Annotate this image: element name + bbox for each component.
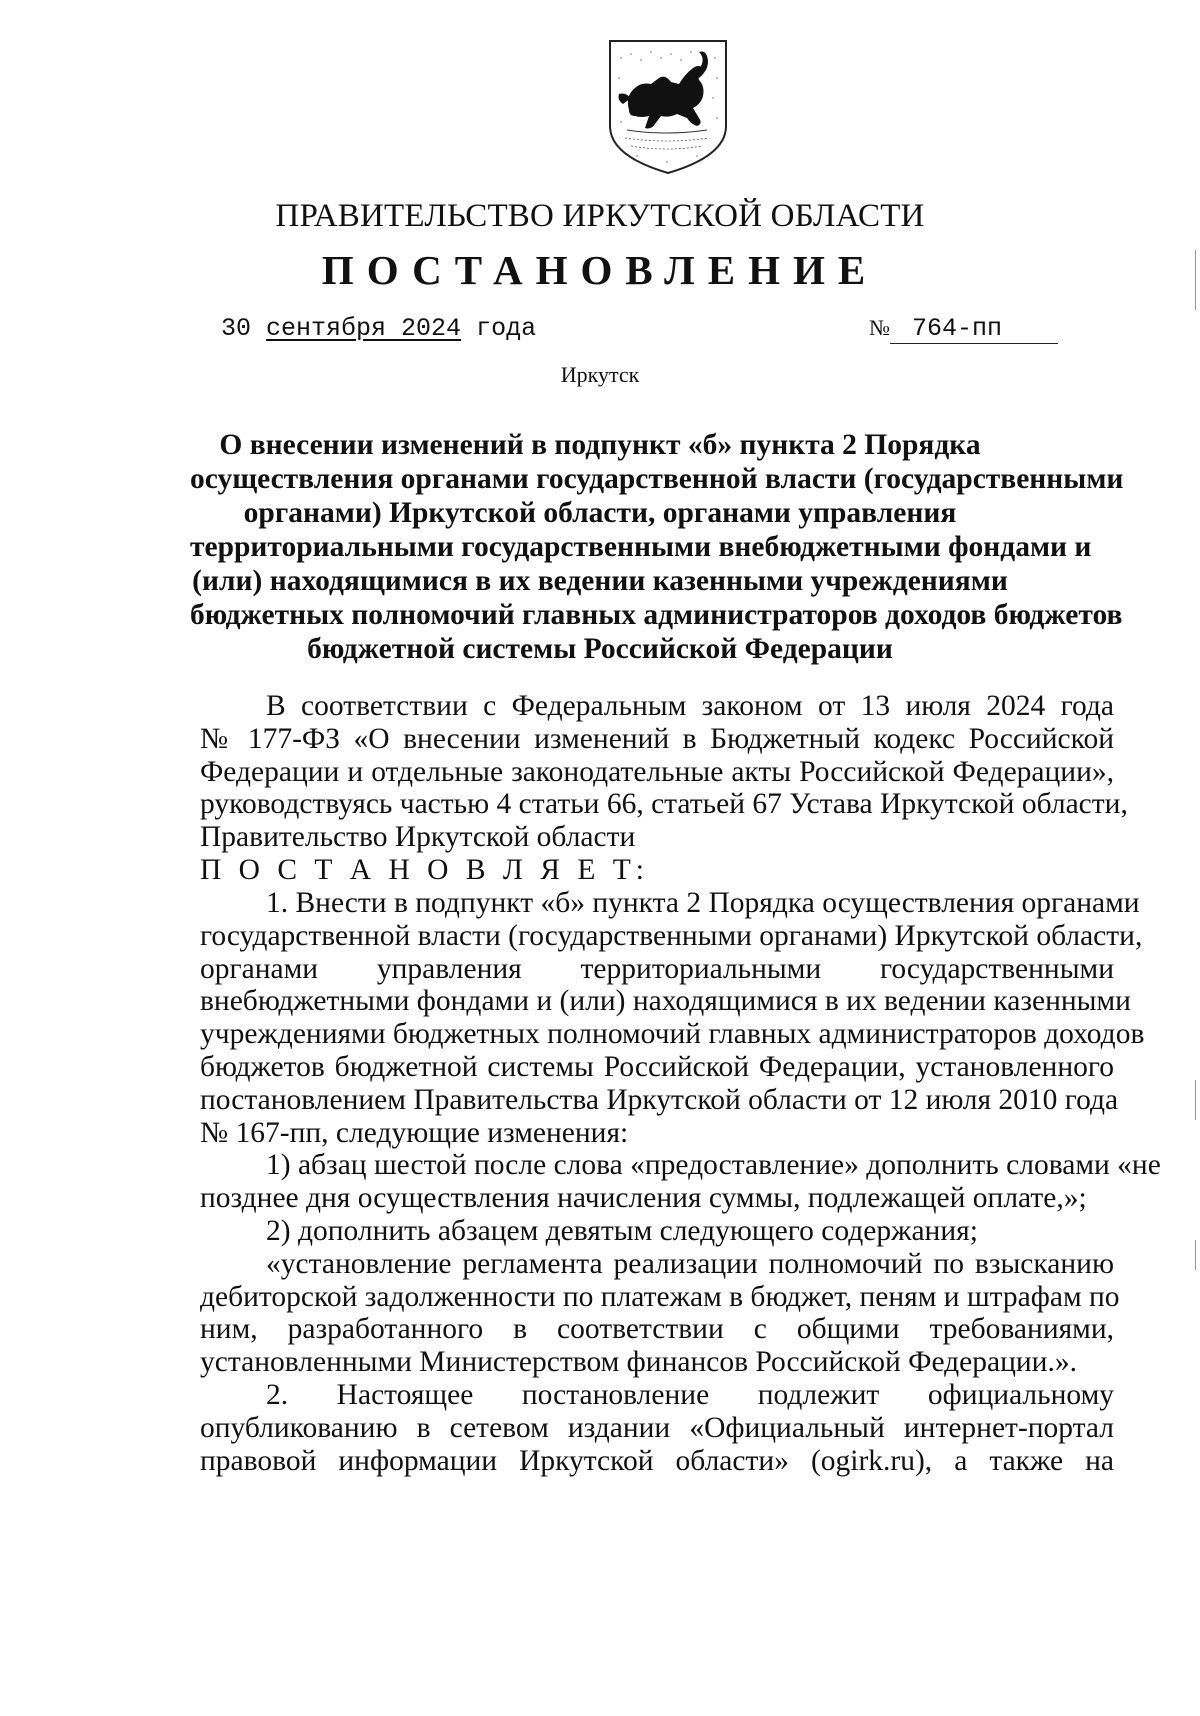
text-line: учреждениями бюджетных полномочий главных администраторов доходов xyxy=(200,1018,1145,1051)
text-line: № 177-ФЗ «О внесении изменений в Бюджетный кодекс Российской xyxy=(200,722,1114,755)
text-line: органами управления территориальными государственными xyxy=(200,952,1114,985)
text-line: 1) абзац шестой после слова «предоставление» дополнить словами «не xyxy=(266,1149,1161,1182)
text-line: установленными Министерством финансов Российской Федерации.». xyxy=(200,1346,1077,1379)
document-type: ПОСТАНОВЛЕНИЕ xyxy=(321,247,879,293)
preamble xyxy=(200,690,1128,887)
document-title xyxy=(190,428,1124,666)
scan-mark xyxy=(1195,1080,1196,1120)
text-line: 2. Настоящее постановление подлежит официальному xyxy=(266,1378,1114,1411)
text-line: 2) дополнить абзацем девятым следующего содержания; xyxy=(266,1214,978,1247)
government-title: ПРАВИТЕЛЬСТВО ИРКУТСКОЙ ОБЛАСТИ xyxy=(275,198,925,234)
text-line: государственной власти (государственными органами) Иркутской области, xyxy=(200,919,1143,952)
date-suffix: года xyxy=(461,314,537,343)
coat-of-arms-emblem xyxy=(607,38,729,176)
text-line: дебиторской задолженности по платежам в бюджет, пеням и штрафам по xyxy=(200,1280,1120,1313)
title-line: бюджетных полномочий главных администраторов доходов бюджетов xyxy=(190,599,1123,631)
title-line: бюджетной системы Российской Федерации xyxy=(307,633,893,665)
city: Иркутск xyxy=(560,362,640,387)
title-line: территориальными государственными внебюджетными фондами и xyxy=(190,531,1092,563)
resolves-heading: П О С Т А Н О В Л Я Е Т: xyxy=(200,853,649,886)
title-line: осуществления органами государственной власти (государственными xyxy=(190,463,1124,495)
document-date xyxy=(221,314,536,343)
text-line: руководствуясь частью 4 статьи 66, статьей 67 Устава Иркутской области, xyxy=(200,788,1128,821)
text-line: 1. Внести в подпункт «б» пункта 2 Порядка осуществления органами xyxy=(266,887,1140,919)
date-month-year: сентября 2024 xyxy=(266,314,462,343)
text-line: № 167-пп, следующие изменения: xyxy=(200,1116,629,1149)
document-number xyxy=(869,314,1058,344)
title-line: органами) Иркутской области, органами управления xyxy=(243,497,957,529)
text-line: «установление регламента реализации полномочий по взысканию xyxy=(266,1247,1114,1280)
text-line: постановлением Правительства Иркутской области от 12 июля 2010 года xyxy=(200,1083,1119,1116)
text-line: внебюджетными фондами и (или) находящимися в их ведении казенными xyxy=(200,985,1131,1018)
date-day: 30 xyxy=(221,314,267,343)
text-line: бюджетов бюджетной системы Российской Федерации, установленного xyxy=(200,1050,1114,1083)
text-line: Правительство Иркутской области xyxy=(200,821,636,854)
number-sign: № xyxy=(869,315,890,340)
scan-mark xyxy=(1195,250,1196,310)
number-value: 764-пп xyxy=(890,314,1058,344)
text-line: ним, разработанного в соответствии с общими требованиями, xyxy=(200,1313,1114,1346)
text-line: правовой информации Иркутской области» (ogirk.ru), а также на xyxy=(200,1444,1114,1477)
title-line: О внесении изменений в подпункт «б» пункта 2 Порядка xyxy=(219,429,981,461)
item-1 xyxy=(200,887,1161,1477)
text-line: опубликованию в сетевом издании «Официальный интернет-портал xyxy=(200,1411,1114,1444)
scan-mark xyxy=(1195,1240,1196,1270)
title-line: (или) находящимися в их ведении казенными учреждениями xyxy=(192,565,1008,597)
text-line: позднее дня осуществления начисления суммы, подлежащей оплате,»; xyxy=(200,1182,1087,1215)
text-line: В соответствии с Федеральным законом от 13 июля 2024 года xyxy=(266,690,1114,722)
text-line: Федерации и отдельные законодательные акты Российской Федерации», xyxy=(200,755,1114,788)
